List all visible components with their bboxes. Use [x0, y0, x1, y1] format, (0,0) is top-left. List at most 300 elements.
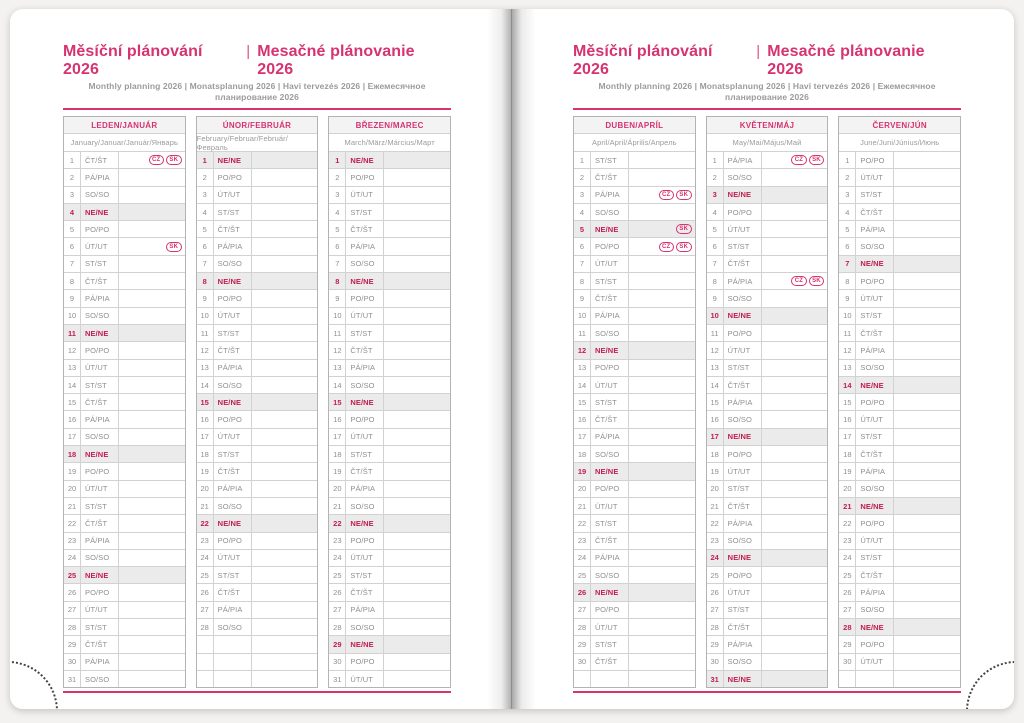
- day-number-cell: 11: [707, 325, 724, 341]
- day-number-cell: 9: [64, 290, 81, 306]
- holiday-badge-cz: CZ: [659, 242, 674, 252]
- notes-cell: [629, 429, 695, 445]
- day-number-cell: 6: [839, 238, 856, 254]
- day-row: [839, 653, 960, 670]
- day-number-cell: 26: [64, 584, 81, 600]
- day-row: [574, 307, 695, 324]
- day-name-cell: PO/PO: [856, 152, 894, 168]
- day-row: [329, 583, 450, 600]
- day-number-cell: 13: [707, 360, 724, 376]
- notes-cell: [894, 411, 960, 427]
- notes-cell: [384, 204, 450, 220]
- title-divider: |: [756, 43, 761, 60]
- day-row: [329, 289, 450, 306]
- day-number-cell: 18: [707, 446, 724, 462]
- notes-cell: [119, 342, 185, 358]
- notes-cell: [629, 498, 695, 514]
- day-number-cell: 28: [64, 619, 81, 635]
- notes-cell: [762, 204, 828, 220]
- notes-cell: [119, 290, 185, 306]
- day-row: [329, 462, 450, 479]
- day-number-cell: 17: [197, 429, 214, 445]
- day-number-cell: 16: [574, 411, 591, 427]
- notes-cell: [384, 411, 450, 427]
- day-name-cell: ST/ST: [724, 602, 762, 618]
- day-name-cell: PÁ/PIA: [346, 360, 384, 376]
- day-number-cell: 5: [707, 221, 724, 237]
- notes-cell: [384, 377, 450, 393]
- day-number-cell: 15: [707, 394, 724, 410]
- day-name-cell: PO/PO: [214, 411, 252, 427]
- notes-cell: [384, 636, 450, 652]
- notes-cell: [894, 550, 960, 566]
- day-number-cell: 28: [329, 619, 346, 635]
- notes-cell: [762, 498, 828, 514]
- day-number-cell: 22: [197, 515, 214, 531]
- day-name-cell: NE/NE: [81, 567, 119, 583]
- notes-cell: [384, 654, 450, 670]
- notes-cell: [894, 498, 960, 514]
- day-name-cell: PÁ/PIA: [856, 463, 894, 479]
- notes-cell: [384, 584, 450, 600]
- day-name-cell: PÁ/PIA: [346, 602, 384, 618]
- notes-cell: [252, 342, 318, 358]
- day-name-cell: PO/PO: [81, 463, 119, 479]
- day-number-cell: 7: [64, 256, 81, 272]
- notes-cell: [252, 411, 318, 427]
- month-title-march: BŘEZEN/MAREC: [329, 117, 450, 134]
- notes-cell: [762, 636, 828, 652]
- notes-cell: [762, 325, 828, 341]
- day-name-cell: ÚT/UT: [346, 429, 384, 445]
- day-row: [197, 635, 318, 652]
- day-number-cell: 10: [707, 308, 724, 324]
- notes-cell: [119, 377, 185, 393]
- day-row: [64, 532, 185, 549]
- day-number-cell: 9: [839, 290, 856, 306]
- day-name-cell: NE/NE: [81, 204, 119, 220]
- notes-cell: [762, 567, 828, 583]
- day-row: [197, 341, 318, 358]
- day-number-cell: 3: [329, 187, 346, 203]
- day-name-cell: NE/NE: [346, 152, 384, 168]
- sunday-row: [574, 583, 695, 600]
- day-number-cell: 29: [329, 636, 346, 652]
- day-name-cell: PÁ/PIA: [81, 290, 119, 306]
- page-title: [63, 43, 451, 79]
- notes-cell: [762, 377, 828, 393]
- notes-cell: [384, 567, 450, 583]
- day-row: [839, 566, 960, 583]
- sunday-row: [839, 376, 960, 393]
- day-row: [197, 324, 318, 341]
- day-name-cell: SO/SO: [81, 187, 119, 203]
- day-name-cell: PO/PO: [724, 446, 762, 462]
- day-name-cell: PÁ/PIA: [856, 584, 894, 600]
- day-row: [197, 670, 318, 687]
- day-row: [329, 220, 450, 237]
- notes-cell: [119, 273, 185, 289]
- day-number-cell: 26: [329, 584, 346, 600]
- day-row: [329, 532, 450, 549]
- day-row: [707, 255, 828, 272]
- day-row: [329, 341, 450, 358]
- day-number-cell: 21: [707, 498, 724, 514]
- day-name-cell: ÚT/UT: [724, 221, 762, 237]
- day-number-cell: 21: [574, 498, 591, 514]
- day-number-cell: 7: [197, 256, 214, 272]
- month-title-february: ÚNOR/FEBRUÁR: [197, 117, 318, 134]
- day-row: [64, 497, 185, 514]
- notes-cell: [629, 619, 695, 635]
- day-name-cell: ST/ST: [724, 481, 762, 497]
- day-row: [839, 532, 960, 549]
- day-row: [197, 618, 318, 635]
- day-name-cell: PÁ/PIA: [591, 550, 629, 566]
- title-divider: |: [246, 43, 251, 60]
- day-name-cell: PO/PO: [214, 533, 252, 549]
- day-number-cell: 2: [839, 169, 856, 185]
- day-name-cell: NE/NE: [81, 325, 119, 341]
- day-name-cell: NE/NE: [856, 377, 894, 393]
- day-row: [574, 151, 695, 168]
- day-number-cell: 26: [197, 584, 214, 600]
- notes-cell: [629, 533, 695, 549]
- day-name-cell: PO/PO: [214, 290, 252, 306]
- day-name-cell: PÁ/PIA: [724, 636, 762, 652]
- day-row: [329, 601, 450, 618]
- day-number-cell: 20: [197, 481, 214, 497]
- day-number-cell: 27: [197, 602, 214, 618]
- day-row: [707, 532, 828, 549]
- day-name-cell: PÁ/PIA: [724, 273, 762, 289]
- day-row: [574, 272, 695, 289]
- day-name-cell: ST/ST: [81, 377, 119, 393]
- notes-cell: [384, 446, 450, 462]
- day-name-cell: ÚT/UT: [214, 308, 252, 324]
- day-row: [839, 410, 960, 427]
- notes-cell: [252, 360, 318, 376]
- day-name-cell: ČT/ŠT: [591, 411, 629, 427]
- day-row: [574, 532, 695, 549]
- day-number-cell: 1: [329, 152, 346, 168]
- notes-cell: [252, 654, 318, 670]
- day-number-cell: [197, 654, 214, 670]
- day-number-cell: 27: [329, 602, 346, 618]
- day-number-cell: 3: [197, 187, 214, 203]
- day-name-cell: SO/SO: [346, 256, 384, 272]
- day-name-cell: PO/PO: [346, 290, 384, 306]
- day-name-cell: ST/ST: [81, 498, 119, 514]
- day-number-cell: 23: [707, 533, 724, 549]
- notes-cell: [894, 636, 960, 652]
- day-number-cell: 21: [839, 498, 856, 514]
- day-number-cell: 18: [64, 446, 81, 462]
- day-number-cell: 10: [839, 308, 856, 324]
- day-number-cell: 11: [329, 325, 346, 341]
- day-name-cell: ČT/ŠT: [346, 463, 384, 479]
- month-subtitle-january: January/Januar/Január/Январь: [70, 138, 178, 147]
- notes-cell: [762, 584, 828, 600]
- day-name-cell: PÁ/PIA: [81, 533, 119, 549]
- day-row: [64, 376, 185, 393]
- day-row: [707, 653, 828, 670]
- month-subtitle-march: March/März/Március/Март: [344, 138, 435, 147]
- day-name-cell: SO/SO: [724, 411, 762, 427]
- day-name-cell: NE/NE: [856, 256, 894, 272]
- day-name-cell: ÚT/UT: [346, 550, 384, 566]
- day-name-cell: ST/ST: [214, 204, 252, 220]
- day-row: [197, 186, 318, 203]
- day-row: [707, 324, 828, 341]
- notes-cell: [384, 429, 450, 445]
- months-container: [63, 116, 451, 688]
- day-row: [707, 601, 828, 618]
- sunday-row: [64, 566, 185, 583]
- day-row: [707, 272, 828, 289]
- day-name-cell: PO/PO: [856, 636, 894, 652]
- notes-cell: [119, 169, 185, 185]
- day-name-cell: ST/ST: [724, 238, 762, 254]
- day-row: [574, 635, 695, 652]
- notes-cell: [119, 481, 185, 497]
- day-name-cell: PO/PO: [81, 584, 119, 600]
- day-row: [197, 549, 318, 566]
- page-subtitle: Monthly planning 2026 | Monatsplanung 2026 | Havi tervezés 2026 | Ежемесячное планирование 2026: [598, 81, 936, 102]
- notes-cell: [119, 533, 185, 549]
- sunday-row: [574, 462, 695, 479]
- day-number-cell: 21: [64, 498, 81, 514]
- notes-cell: [252, 567, 318, 583]
- day-row: [707, 341, 828, 358]
- day-row: [707, 514, 828, 531]
- day-name-cell: PÁ/PIA: [346, 238, 384, 254]
- sunday-row: [64, 445, 185, 462]
- day-name-cell: ST/ST: [81, 619, 119, 635]
- day-name-cell: ÚT/UT: [724, 463, 762, 479]
- top-rule: [63, 108, 451, 110]
- day-name-cell: PO/PO: [346, 169, 384, 185]
- notes-cell: [252, 377, 318, 393]
- day-number-cell: 11: [197, 325, 214, 341]
- day-name-cell: ÚT/UT: [81, 481, 119, 497]
- page-left: [10, 9, 512, 709]
- notes-cell: [629, 360, 695, 376]
- notes-cell: [894, 308, 960, 324]
- notes-cell: [762, 671, 828, 687]
- day-name-cell: ÚT/UT: [724, 584, 762, 600]
- corner-perforation-arc: [966, 661, 1014, 709]
- day-number-cell: 2: [64, 169, 81, 185]
- notes-cell: [119, 238, 185, 254]
- day-row: [329, 653, 450, 670]
- day-name-cell: ČT/ŠT: [81, 273, 119, 289]
- notes-cell: [384, 619, 450, 635]
- sunday-row: [64, 324, 185, 341]
- day-row: [329, 168, 450, 185]
- holiday-badge-sk: SK: [809, 276, 825, 286]
- day-number-cell: 27: [839, 602, 856, 618]
- day-number-cell: 22: [839, 515, 856, 531]
- day-number-cell: 10: [574, 308, 591, 324]
- day-number-cell: 15: [64, 394, 81, 410]
- notes-cell: [894, 394, 960, 410]
- day-number-cell: 30: [329, 654, 346, 670]
- day-number-cell: 31: [64, 671, 81, 687]
- day-number-cell: 16: [839, 411, 856, 427]
- day-name-cell: PÁ/PIA: [346, 481, 384, 497]
- day-number-cell: 5: [574, 221, 591, 237]
- day-name-cell: ST/ST: [591, 273, 629, 289]
- day-row: [574, 168, 695, 185]
- page-title-slovak: Mesačné plánovanie 2026: [767, 43, 925, 78]
- day-number-cell: 25: [574, 567, 591, 583]
- notes-cell: [762, 463, 828, 479]
- month-table-june: [838, 116, 961, 688]
- day-number-cell: 28: [839, 619, 856, 635]
- day-number-cell: 30: [574, 654, 591, 670]
- day-row: [329, 428, 450, 445]
- day-number-cell: 25: [197, 567, 214, 583]
- day-name-cell: ČT/ŠT: [214, 221, 252, 237]
- day-row: [707, 480, 828, 497]
- day-row: [839, 549, 960, 566]
- day-name-cell: ÚT/UT: [724, 342, 762, 358]
- day-row: [574, 549, 695, 566]
- page-right: [512, 9, 1014, 709]
- day-name-cell: SO/SO: [591, 325, 629, 341]
- day-name-cell: PO/PO: [856, 515, 894, 531]
- day-row: [839, 462, 960, 479]
- day-number-cell: 6: [64, 238, 81, 254]
- month-table-march: [328, 116, 451, 688]
- notes-cell: [252, 584, 318, 600]
- notes-cell: [629, 602, 695, 618]
- sunday-row: [574, 220, 695, 237]
- day-name-cell: ÚT/UT: [214, 429, 252, 445]
- day-row: [329, 497, 450, 514]
- month-table-may: [706, 116, 829, 688]
- day-name-cell: SO/SO: [346, 619, 384, 635]
- day-name-cell: ÚT/UT: [214, 187, 252, 203]
- day-number-cell: 21: [329, 498, 346, 514]
- day-name-cell: ČT/ŠT: [81, 152, 119, 168]
- day-row: [839, 445, 960, 462]
- notes-cell: [119, 308, 185, 324]
- day-number-cell: 5: [64, 221, 81, 237]
- day-row: [197, 445, 318, 462]
- day-number-cell: 3: [839, 187, 856, 203]
- day-row: [707, 566, 828, 583]
- day-row: [839, 514, 960, 531]
- day-name-cell: NE/NE: [591, 584, 629, 600]
- day-number-cell: 25: [839, 567, 856, 583]
- day-name-cell: ÚT/UT: [591, 498, 629, 514]
- notes-cell: [762, 169, 828, 185]
- day-number-cell: 3: [574, 187, 591, 203]
- day-name-cell: SO/SO: [346, 498, 384, 514]
- day-number-cell: 14: [839, 377, 856, 393]
- sunday-row: [707, 307, 828, 324]
- day-row: [64, 480, 185, 497]
- day-name-cell: ÚT/UT: [591, 377, 629, 393]
- day-number-cell: 20: [707, 481, 724, 497]
- notes-cell: [629, 325, 695, 341]
- notes-cell: [762, 221, 828, 237]
- day-number-cell: 25: [329, 567, 346, 583]
- day-row: [839, 359, 960, 376]
- day-name-cell: SO/SO: [346, 377, 384, 393]
- day-number-cell: 11: [574, 325, 591, 341]
- day-number-cell: 28: [197, 619, 214, 635]
- day-row: [197, 359, 318, 376]
- day-number-cell: 17: [574, 429, 591, 445]
- day-name-cell: ČT/ŠT: [856, 325, 894, 341]
- diary-spread: [10, 9, 1014, 709]
- day-number-cell: 12: [329, 342, 346, 358]
- notes-cell: [252, 463, 318, 479]
- notes-cell: [119, 394, 185, 410]
- day-number-cell: 13: [839, 360, 856, 376]
- day-name-cell: PO/PO: [81, 342, 119, 358]
- day-row: [574, 670, 695, 687]
- day-name-cell: [856, 671, 894, 687]
- day-number-cell: 3: [707, 187, 724, 203]
- day-name-cell: ÚT/UT: [346, 187, 384, 203]
- notes-cell: [762, 533, 828, 549]
- notes-cell: [894, 342, 960, 358]
- notes-cell: [894, 481, 960, 497]
- day-number-cell: 24: [329, 550, 346, 566]
- day-number-cell: 4: [707, 204, 724, 220]
- day-number-cell: 17: [839, 429, 856, 445]
- day-row: [707, 237, 828, 254]
- day-number-cell: 23: [64, 533, 81, 549]
- day-name-cell: ÚT/UT: [591, 619, 629, 635]
- day-number-cell: 19: [64, 463, 81, 479]
- day-name-cell: PO/PO: [591, 481, 629, 497]
- day-name-cell: ČT/ŠT: [856, 567, 894, 583]
- day-row: [839, 428, 960, 445]
- day-name-cell: NE/NE: [346, 394, 384, 410]
- day-row: [839, 220, 960, 237]
- day-number-cell: 8: [707, 273, 724, 289]
- day-number-cell: 19: [707, 463, 724, 479]
- day-name-cell: PÁ/PIA: [214, 238, 252, 254]
- notes-cell: [762, 256, 828, 272]
- day-number-cell: 14: [574, 377, 591, 393]
- day-name-cell: PO/PO: [81, 221, 119, 237]
- day-row: [839, 168, 960, 185]
- sunday-row: [197, 393, 318, 410]
- notes-cell: [384, 515, 450, 531]
- day-number-cell: 31: [707, 671, 724, 687]
- day-number-cell: 22: [64, 515, 81, 531]
- day-row: [64, 393, 185, 410]
- day-name-cell: [591, 671, 629, 687]
- day-number-cell: 5: [329, 221, 346, 237]
- day-name-cell: PO/PO: [346, 411, 384, 427]
- notes-cell: [894, 152, 960, 168]
- sunday-row: [329, 151, 450, 168]
- day-row: [707, 635, 828, 652]
- day-row: [197, 376, 318, 393]
- notes-cell: [629, 169, 695, 185]
- notes-cell: [629, 377, 695, 393]
- day-number-cell: 23: [329, 533, 346, 549]
- page-title: [573, 43, 961, 79]
- month-title-april: DUBEN/APRÍL: [574, 117, 695, 134]
